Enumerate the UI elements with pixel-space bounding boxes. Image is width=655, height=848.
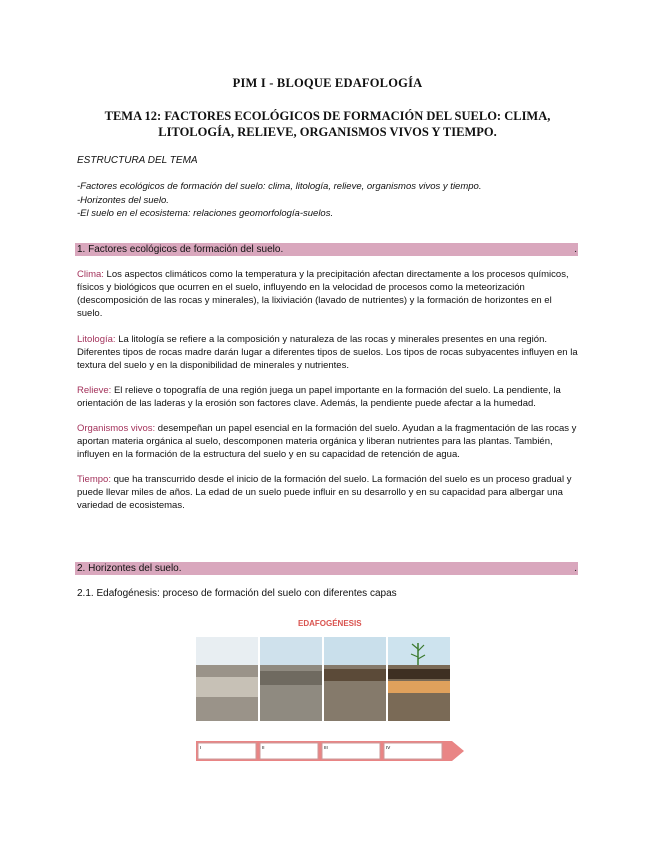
section-2-dot: . bbox=[574, 563, 577, 574]
structure-item: -Horizontes del suelo. bbox=[77, 194, 169, 206]
section-1-title: 1. Factores ecológicos de formación del suelo. bbox=[77, 244, 284, 255]
stage-label: IV bbox=[386, 745, 391, 750]
paragraph-litologia bbox=[77, 333, 579, 372]
structure-heading: ESTRUCTURA DEL TEMA bbox=[77, 155, 198, 166]
soil-panel-2 bbox=[260, 637, 322, 721]
subsection-heading: 2.1. Edafogénesis: proceso de formación del suelo con diferentes capas bbox=[77, 588, 397, 599]
paragraph-text: Los aspectos climáticos como la temperatura y la precipitación afectan directamente a los procesos químicos, físicos y biológicos que ocurren en el suelo, influyendo en la velocidad de procesos como la meteorización (descomposición de las rocas y minerales), la lixiviación (lavado de nutrientes) y la formación de horizontes en el suelo. bbox=[77, 269, 569, 319]
paragraph-text: El relieve o topografía de una región juega un papel importante en la formación del suelo. La pendiente, la orientación de las laderas y la erosión son factores clave. Además, la pendiente puede afectar a la humedad. bbox=[77, 385, 561, 409]
paragraph-organismos bbox=[77, 422, 579, 461]
term-litologia: Litología: bbox=[77, 334, 116, 345]
stage-label: I bbox=[200, 745, 202, 750]
paragraph-text: desempeñan un papel esencial en la formación del suelo. Ayudan a la fragmentación de las rocas y aportan materia orgánica al suelo, descomponen materia orgánica y liberan nutrientes para las plantas. También, influyen en la formación de la estructura del suelo y en su capacidad de retención de agua. bbox=[77, 423, 577, 460]
soil-panel-4 bbox=[388, 637, 450, 721]
structure-list bbox=[77, 180, 481, 221]
paragraph-tiempo bbox=[77, 473, 579, 512]
document-title: PIM I - BLOQUE EDAFOLOGÍA bbox=[232, 76, 423, 90]
figure-title: EDAFOGÉNESIS bbox=[298, 619, 362, 628]
section-1-heading bbox=[75, 243, 578, 256]
term-tiempo: Tiempo: bbox=[77, 474, 111, 485]
term-organismos: Organismos vivos: bbox=[77, 423, 156, 434]
edafogenesis-figure bbox=[190, 615, 470, 765]
section-2-heading bbox=[75, 562, 578, 575]
paragraph-relieve bbox=[77, 384, 579, 410]
stage-label: III bbox=[324, 745, 328, 750]
soil-panel-3 bbox=[324, 637, 386, 721]
paragraph-text: La litología se refiere a la composición y naturaleza de las rocas y minerales presentes en una región. Diferentes tipos de rocas madre darán lugar a diferentes tipos de suelos. Los tipos de rocas subyacentes influyen en la textura del suelo y en la disponibilidad de minerales y nutrientes. bbox=[77, 334, 578, 371]
paragraph-text: que ha transcurrido desde el inicio de la formación del suelo. La formación del suelo es un proceso gradual y puede llevar miles de años. La edad de un suelo puede influir en su desarrollo y en su capacidad para albergar una variedad de ecosistemas. bbox=[77, 474, 572, 511]
section-1-dot: . bbox=[574, 244, 577, 255]
section-2-title: 2. Horizontes del suelo. bbox=[77, 563, 182, 574]
structure-item: -El suelo en el ecosistema: relaciones geomorfología-suelos. bbox=[77, 208, 334, 219]
term-clima: Clima: bbox=[77, 269, 104, 280]
term-relieve: Relieve: bbox=[77, 385, 112, 396]
paragraph-clima bbox=[77, 268, 579, 320]
stage-label: II bbox=[262, 745, 265, 750]
structure-item: -Factores ecológicos de formación del suelo: clima, litología, relieve, organismos vivos y tiempo. bbox=[77, 181, 482, 192]
soil-panel-1 bbox=[196, 637, 258, 721]
topic-title: TEMA 12: FACTORES ECOLÓGICOS DE FORMACIÓN DEL SUELO: CLIMA, LITOLOGÍA, RELIEVE, ORGANISMOS VIVOS Y TIEMPO. bbox=[104, 109, 551, 139]
